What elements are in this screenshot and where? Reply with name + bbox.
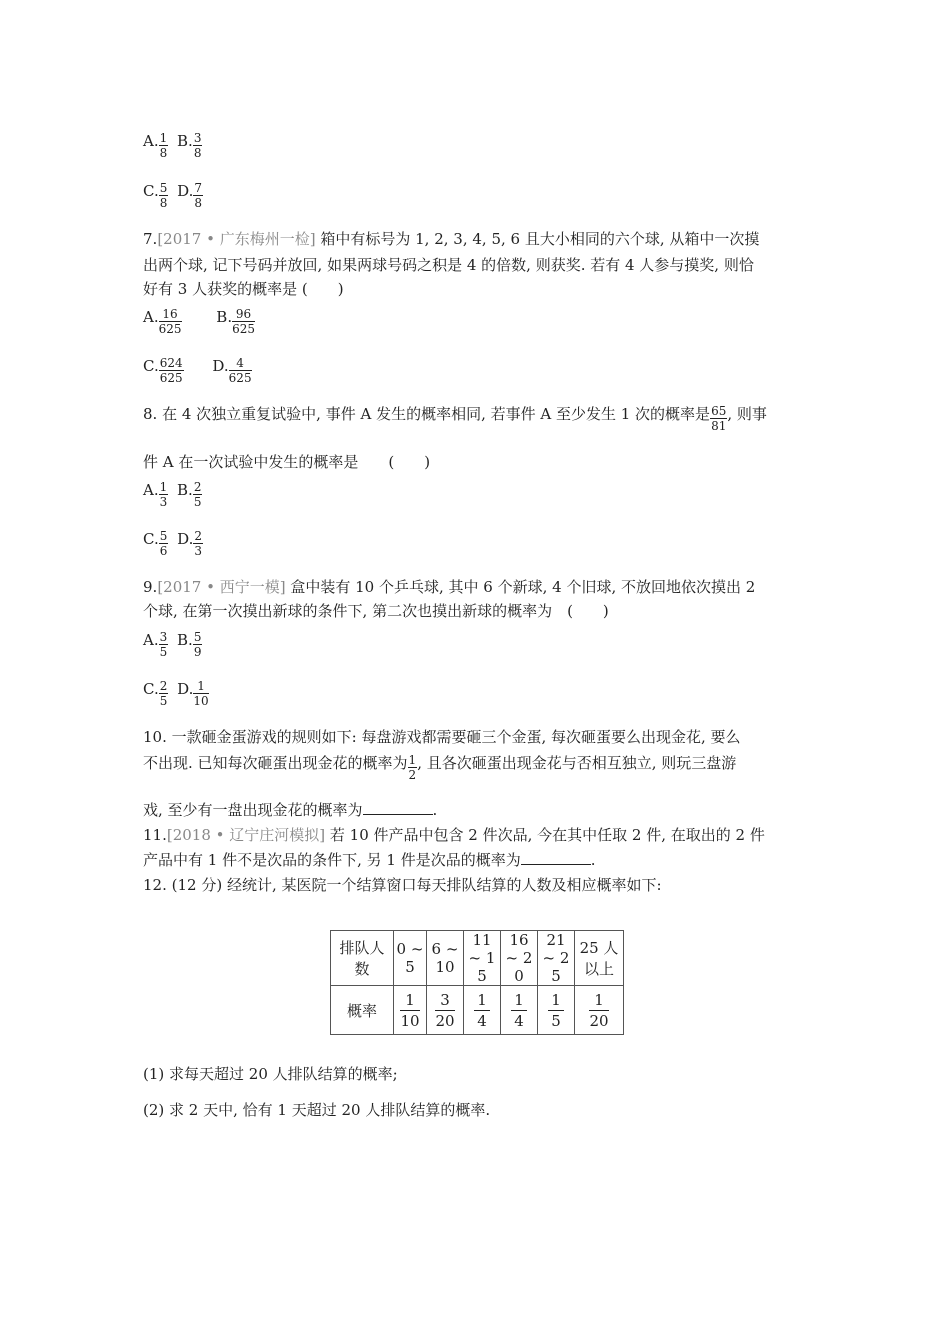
q9-line2: 个球, 在第一次摸出新球的条件下, 第二次也摸出新球的概率为 ( ) bbox=[143, 602, 609, 620]
fraction-numerator: 1 bbox=[474, 990, 490, 1011]
fraction-numerator: 1 bbox=[589, 990, 608, 1011]
fraction-denominator: 8 bbox=[194, 196, 203, 210]
q8-option-d[interactable] bbox=[177, 529, 203, 558]
table-cell bbox=[427, 986, 464, 1035]
fraction-numerator: 5 bbox=[159, 181, 168, 195]
fraction bbox=[159, 529, 169, 558]
fraction-denominator: 10 bbox=[400, 1011, 420, 1030]
fraction bbox=[589, 990, 608, 1031]
option-label: D. bbox=[177, 680, 194, 698]
q10-line2 bbox=[143, 753, 736, 782]
fraction-numerator: 624 bbox=[159, 356, 183, 370]
fraction bbox=[229, 356, 252, 385]
fraction-numerator: 1 bbox=[511, 990, 527, 1011]
fraction-numerator: 7 bbox=[194, 181, 203, 195]
fraction-denominator: 81 bbox=[711, 419, 727, 433]
q6-option-a[interactable] bbox=[143, 131, 168, 160]
q11-line2 bbox=[143, 850, 595, 870]
fraction bbox=[159, 181, 169, 210]
table-row-label bbox=[331, 931, 394, 986]
fraction bbox=[159, 307, 182, 336]
fraction-denominator: 625 bbox=[158, 322, 182, 336]
table-cell bbox=[464, 931, 501, 986]
fraction-numerator: 1 bbox=[159, 131, 168, 145]
cell-text: 21 ~ 2 bbox=[542, 931, 570, 967]
table-header-row bbox=[331, 931, 624, 986]
q12-part2: (2) 求 2 天中, 恰有 1 天超过 20 人排队结算的概率. bbox=[143, 1101, 491, 1119]
fraction-denominator: 8 bbox=[159, 146, 168, 160]
option-label: A. bbox=[143, 308, 159, 326]
fraction-numerator: 1 bbox=[400, 990, 419, 1011]
option-label: B. bbox=[177, 132, 193, 150]
cell-text: 11 ~ 1 bbox=[468, 931, 496, 967]
fraction-denominator: 20 bbox=[435, 1011, 455, 1030]
question-text: . bbox=[590, 851, 596, 869]
q9-option-c[interactable] bbox=[143, 679, 168, 708]
fraction-numerator: 1 bbox=[548, 990, 564, 1011]
fraction-denominator: 5 bbox=[551, 1011, 561, 1030]
fraction-denominator: 20 bbox=[589, 1011, 609, 1030]
fraction-numerator: 2 bbox=[159, 679, 168, 693]
q7-options-row1 bbox=[143, 307, 255, 336]
q7-option-c[interactable] bbox=[143, 356, 184, 385]
fraction bbox=[193, 529, 203, 558]
q12-intro: 12. (12 分) 经统计, 某医院一个结算窗口每天排队结算的人数及相应概率如下: bbox=[143, 876, 662, 894]
option-label: D. bbox=[177, 182, 194, 200]
question-source: [2018 • 辽宁庄河模拟] bbox=[166, 826, 326, 844]
q8-options-row1 bbox=[143, 480, 202, 509]
fraction bbox=[193, 630, 203, 659]
fraction bbox=[511, 990, 527, 1031]
option-label: C. bbox=[143, 530, 159, 548]
q9-options-row2 bbox=[143, 679, 209, 708]
table-cell bbox=[538, 986, 575, 1035]
fraction-denominator: 9 bbox=[193, 645, 202, 659]
fraction-denominator: 3 bbox=[194, 544, 203, 558]
fraction bbox=[408, 753, 418, 782]
option-label: D. bbox=[177, 530, 194, 548]
q7-option-a[interactable] bbox=[143, 307, 182, 336]
queue-probability-table bbox=[330, 930, 624, 1035]
option-label: B. bbox=[177, 481, 193, 499]
q7-option-b[interactable] bbox=[216, 307, 255, 336]
fraction bbox=[435, 990, 454, 1031]
fraction-denominator: 625 bbox=[228, 371, 252, 385]
fraction bbox=[159, 131, 169, 160]
cell-text: 25 人 bbox=[579, 939, 619, 957]
question-text: 箱中有标号为 1, 2, 3, 4, 5, 6 且大小相同的六个球, 从箱中一次摸 bbox=[320, 230, 760, 248]
q7-line3: 好有 3 人获奖的概率是 ( ) bbox=[143, 280, 344, 298]
fraction-numerator: 3 bbox=[193, 131, 202, 145]
q8-option-c[interactable] bbox=[143, 529, 168, 558]
q9-option-d[interactable] bbox=[177, 679, 209, 708]
q8-option-b[interactable] bbox=[177, 480, 202, 509]
fraction-numerator: 16 bbox=[159, 307, 182, 322]
fraction bbox=[193, 679, 208, 708]
q6-options-row2 bbox=[143, 181, 203, 210]
option-label: C. bbox=[143, 680, 159, 698]
question-text: 产品中有 1 件不是次品的条件下, 另 1 件是次品的概率为 bbox=[143, 851, 521, 869]
q6-option-c[interactable] bbox=[143, 181, 168, 210]
fraction bbox=[232, 307, 255, 336]
table-cell bbox=[575, 931, 624, 986]
fraction-denominator: 6 bbox=[159, 544, 168, 558]
question-text: 若 10 件产品中包含 2 件次品, 今在其中任取 2 件, 在取出的 2 件 bbox=[329, 826, 765, 844]
fraction-denominator: 2 bbox=[408, 768, 417, 782]
question-source: [2017 • 西宁一模] bbox=[157, 578, 286, 596]
q8-line2: 件 A 在一次试验中发生的概率是 ( ) bbox=[143, 453, 431, 471]
table-row bbox=[331, 986, 624, 1035]
fraction-denominator: 5 bbox=[159, 645, 168, 659]
fraction-numerator: 3 bbox=[159, 630, 168, 644]
question-text: 不出现. 已知每次砸蛋出现金花的概率为 bbox=[143, 754, 408, 772]
fraction-numerator: 5 bbox=[159, 529, 168, 543]
q9-options-row1 bbox=[143, 630, 202, 659]
q10-line3 bbox=[143, 800, 437, 820]
cell-text: 0 ~ 5 bbox=[396, 940, 424, 976]
fraction bbox=[193, 131, 203, 160]
cell-text: 0 bbox=[514, 967, 524, 985]
label-part: 排队人 bbox=[339, 939, 385, 957]
fraction-numerator: 2 bbox=[194, 529, 203, 543]
fraction-numerator: 1 bbox=[408, 753, 417, 767]
fraction-denominator: 8 bbox=[193, 146, 202, 160]
q6-options-row1 bbox=[143, 131, 202, 160]
fraction-denominator: 625 bbox=[159, 371, 183, 385]
fraction bbox=[400, 990, 419, 1031]
option-label: A. bbox=[143, 132, 159, 150]
q9-option-a[interactable] bbox=[143, 630, 168, 659]
q6-option-d[interactable] bbox=[177, 181, 203, 210]
q11-line1 bbox=[143, 825, 765, 845]
fraction bbox=[474, 990, 490, 1031]
cell-text: 6 ~ 10 bbox=[431, 940, 459, 976]
q8-option-a[interactable] bbox=[143, 480, 168, 509]
option-label: A. bbox=[143, 481, 159, 499]
cell-text: 16 ~ 2 bbox=[505, 931, 533, 967]
question-text: 戏, 至少有一盘出现金花的概率为 bbox=[143, 801, 363, 819]
q12-part1: (1) 求每天超过 20 人排队结算的概率; bbox=[143, 1065, 398, 1083]
q6-option-b[interactable] bbox=[177, 131, 202, 160]
option-label: C. bbox=[143, 182, 159, 200]
cell-text: 5 bbox=[477, 967, 487, 985]
fraction bbox=[193, 480, 203, 509]
fraction-denominator: 625 bbox=[232, 322, 255, 336]
fraction-denominator: 8 bbox=[159, 196, 168, 210]
q9-line1 bbox=[143, 577, 755, 597]
table-row-label: 概率 bbox=[331, 986, 394, 1035]
q8-line1 bbox=[143, 404, 767, 433]
table-cell bbox=[575, 986, 624, 1035]
fraction bbox=[159, 356, 184, 385]
table-cell bbox=[538, 931, 575, 986]
option-label: C. bbox=[143, 357, 159, 375]
table-cell bbox=[501, 931, 538, 986]
fraction bbox=[159, 630, 169, 659]
answer-blank[interactable] bbox=[521, 850, 591, 865]
fraction-denominator: 5 bbox=[193, 495, 202, 509]
q7-options-row2 bbox=[143, 356, 252, 385]
question-text: , 则事 bbox=[727, 405, 767, 423]
question-text: , 且各次砸蛋出现金花与否相互独立, 则玩三盘游 bbox=[417, 754, 737, 772]
question-number: 9. bbox=[143, 578, 158, 596]
fraction-denominator: 4 bbox=[477, 1011, 487, 1030]
q8-options-row2 bbox=[143, 529, 203, 558]
fraction-numerator: 96 bbox=[232, 307, 255, 322]
question-text: 8. 在 4 次独立重复试验中, 事件 A 发生的概率相同, 若事件 A 至少发生 1 次的概率是 bbox=[143, 405, 711, 423]
fraction-numerator: 1 bbox=[193, 679, 208, 694]
table-cell bbox=[394, 986, 427, 1035]
table-cell bbox=[427, 931, 464, 986]
option-label: D. bbox=[212, 357, 229, 375]
q9-option-b[interactable] bbox=[177, 630, 202, 659]
q10-line1: 10. 一款砸金蛋游戏的规则如下: 每盘游戏都需要砸三个金蛋, 每次砸蛋要么出现金花, 要么 bbox=[143, 728, 741, 746]
q7-line1 bbox=[143, 229, 759, 249]
question-number: 7. bbox=[143, 230, 158, 248]
cell-text: 以上 bbox=[583, 960, 614, 978]
option-label: B. bbox=[216, 308, 233, 326]
fraction-numerator: 65 bbox=[711, 404, 727, 418]
option-label: B. bbox=[177, 631, 193, 649]
fraction-denominator: 5 bbox=[159, 694, 168, 708]
label-part: 数 bbox=[354, 960, 370, 978]
table-cell bbox=[464, 986, 501, 1035]
q7-line2: 出两个球, 记下号码并放回, 如果两球号码之积是 4 的倍数, 则获奖. 若有 4 人参与摸奖, 则恰 bbox=[143, 256, 754, 274]
fraction-numerator: 1 bbox=[159, 480, 168, 494]
fraction bbox=[159, 679, 169, 708]
fraction-denominator: 10 bbox=[193, 694, 209, 708]
question-text: 盒中装有 10 个乒乓球, 其中 6 个新球, 4 个旧球, 不放回地依次摸出 2 bbox=[290, 578, 756, 596]
fraction bbox=[548, 990, 564, 1031]
option-label: A. bbox=[143, 631, 159, 649]
question-text: . bbox=[432, 801, 438, 819]
question-source: [2017 • 广东梅州一检] bbox=[157, 230, 316, 248]
table-cell bbox=[501, 986, 538, 1035]
fraction-numerator: 2 bbox=[193, 480, 202, 494]
cell-text: 5 bbox=[551, 967, 561, 985]
q7-option-d[interactable] bbox=[212, 356, 252, 385]
fraction bbox=[710, 404, 727, 433]
question-number: 11. bbox=[143, 826, 167, 844]
table-cell bbox=[394, 931, 427, 986]
fraction bbox=[159, 480, 169, 509]
fraction-numerator: 3 bbox=[435, 990, 454, 1011]
fraction-numerator: 5 bbox=[193, 630, 202, 644]
fraction-numerator: 4 bbox=[229, 356, 252, 371]
fraction-denominator: 3 bbox=[159, 495, 168, 509]
fraction bbox=[193, 181, 203, 210]
fraction-denominator: 4 bbox=[514, 1011, 524, 1030]
answer-blank[interactable] bbox=[363, 800, 433, 815]
